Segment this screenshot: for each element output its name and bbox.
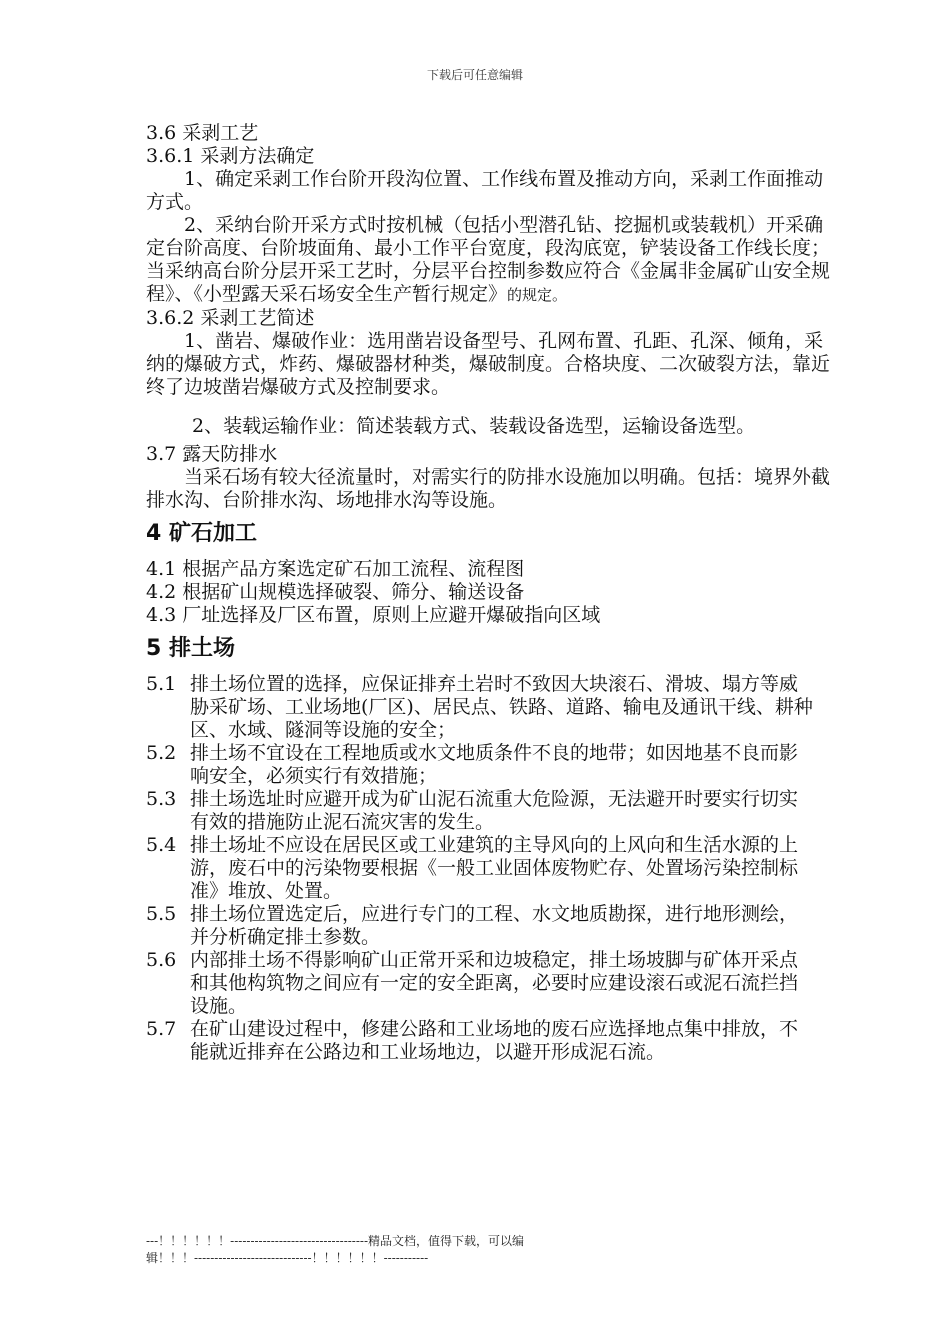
section-5-list	[146, 673, 836, 1064]
section-3-6-1-title: 3.6.1 采剥方法确定	[146, 145, 315, 167]
list-item-number: 5.4	[146, 834, 177, 856]
list-item-number: 5.1	[146, 673, 177, 695]
paragraph-2-tail: 的规定。	[507, 286, 568, 304]
heading-4: 4 矿石加工	[146, 521, 257, 546]
list-item	[146, 949, 836, 1018]
list-item-number: 5.7	[146, 1018, 177, 1040]
item-4-3: 4.3 厂址选择及厂区布置，原则上应避开爆破指向区域	[146, 604, 601, 626]
paragraph-2-main: 2、采纳台阶开采方式时按机械（包括小型潜孔钻、挖掘机或装载机）开采确定台阶高度、台阶坡面角、最小工作平台宽度，段沟底宽，铲装设备工作线长度；当采纳高台阶分层开采工艺时，分层平台控制参数应符合《金属非金属矿山安全规程》、《小型露天采石场安全生产暂行规定》	[146, 214, 831, 305]
list-item	[146, 1018, 836, 1064]
section-3-6-2-paragraph-1: 1、凿岩、爆破作业：选用凿岩设备型号、孔网布置、孔距、孔深、倾角，采纳的爆破方式，炸药、爆破器材种类，爆破制度。合格块度、二次破裂方法，靠近终了边坡凿岩爆破方式及控制要求。	[146, 330, 831, 398]
list-item-number: 5.3	[146, 788, 177, 810]
list-item	[146, 673, 836, 742]
item-4-2: 4.2 根据矿山规模选择破裂、筛分、输送设备	[146, 581, 525, 603]
list-item-number: 5.2	[146, 742, 177, 764]
section-3-6-2-title: 3.6.2 采剥工艺简述	[146, 307, 315, 329]
list-item-text: 排土场选址时应避开成为矿山泥石流重大危险源，无法避开时要实行切实有效的措施防止泥石流灾害的发生。	[190, 788, 799, 833]
section-3-7-paragraph: 当采石场有较大径流量时，对需实行的防排水设施加以明确。包括：境界外截排水沟、台阶排水沟、场地排水沟等设施。	[146, 466, 831, 511]
list-item	[146, 834, 836, 903]
list-item	[146, 903, 836, 949]
list-item	[146, 742, 836, 788]
section-3-7-title: 3.7 露天防排水	[146, 443, 278, 465]
list-item-number: 5.5	[146, 903, 177, 925]
document-body	[146, 122, 836, 1064]
footer-line-2: 辑！！！-----------------------------！！！！！！-----------	[146, 1251, 429, 1265]
heading-5: 5 排土场	[146, 636, 235, 661]
page-footer	[146, 1233, 616, 1267]
list-item-text: 内部排土场不得影响矿山正常开采和边坡稳定，排土场坡脚与矿体开采点和其他构筑物之间应有一定的安全距离，必要时应建设滚石或泥石流拦挡设施。	[190, 949, 799, 1017]
list-item-text: 排土场位置选定后，应进行专门的工程、水文地质勘探，进行地形测绘，并分析确定排土参数。	[190, 903, 799, 948]
footer-line-1: ---！！！！！！----------------------------------精品文档，值得下载，可以编	[146, 1234, 525, 1248]
section-3-6-1-paragraph-2	[146, 214, 836, 307]
page-header: 下载后可任意编辑	[426, 68, 523, 82]
section-3-6-title: 3.6 采剥工艺	[146, 122, 259, 144]
list-item-number: 5.6	[146, 949, 177, 971]
list-item-text: 排土场位置的选择，应保证排弃土岩时不致因大块滚石、滑坡、塌方等威胁采矿场、工业场地(厂区)、居民点、铁路、道路、输电及通讯干线、耕种区、水域、隧洞等设施的安全；	[190, 673, 813, 741]
list-item-text: 排土场不宜设在工程地质或水文地质条件不良的地带；如因地基不良而影响安全，必须实行有效措施；	[190, 742, 799, 787]
section-3-6-2-paragraph-2: 2、装载运输作业：简述装载方式、装载设备选型，运输设备选型。	[192, 415, 756, 437]
list-item-text: 在矿山建设过程中，修建公路和工业场地的废石应选择地点集中排放，不能就近排弃在公路边和工业场地边，以避开形成泥石流。	[190, 1018, 799, 1063]
list-item	[146, 788, 836, 834]
section-3-6-1-paragraph-1: 1、确定采剥工作台阶开段沟位置、工作线布置及推动方向，采剥工作面推动方式。	[146, 168, 824, 213]
item-4-1: 4.1 根据产品方案选定矿石加工流程、流程图	[146, 558, 525, 580]
list-item-text: 排土场址不应设在居民区或工业建筑的主导风向的上风向和生活水源的上游，废石中的污染物要根据《一般工业固体废物贮存、处置场污染控制标准》堆放、处置。	[190, 834, 799, 902]
